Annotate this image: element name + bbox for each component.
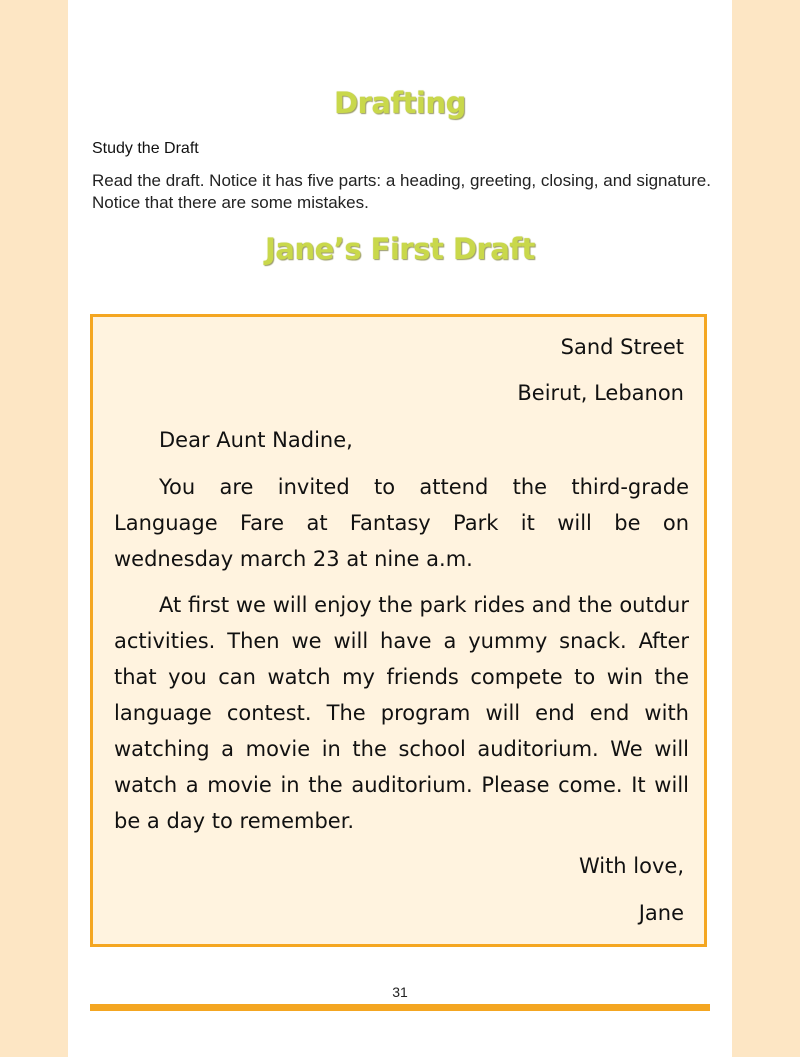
letter-signature: Jane	[638, 901, 684, 925]
letter-heading-street: Sand Street	[560, 335, 684, 359]
draft-title: Jane’s First Draft	[265, 232, 535, 266]
subheading: Study the Draft	[92, 140, 199, 157]
section-title: Drafting	[334, 86, 466, 120]
letter-closing: With love,	[578, 854, 684, 878]
footer-divider	[90, 1004, 710, 1011]
page	[68, 0, 732, 1057]
letter-heading-city: Beirut, Lebanon	[517, 381, 684, 405]
letter-paragraph-2: At first we will enjoy the park rides and the outdur activities. Then we will have a yummy snack. After that you can watch my friends compete to win the language contest. The program will end end with watching a movie in the school auditorium. We will watch a movie in the auditorium. Please come. It will be a day to remember.	[114, 593, 689, 833]
instructions: Read the draft. Notice it has five parts: a heading, greeting, closing, and signature. Notice that there are some mistakes.	[92, 171, 711, 212]
page-number: 31	[392, 984, 408, 1000]
letter-greeting: Dear Aunt Nadine,	[159, 428, 353, 452]
letter-paragraph-1: You are invited to attend the third-grade Language Fare at Fantasy Park it will be on wednesday march 23 at nine a.m.	[114, 475, 689, 571]
letter-box	[90, 314, 707, 947]
